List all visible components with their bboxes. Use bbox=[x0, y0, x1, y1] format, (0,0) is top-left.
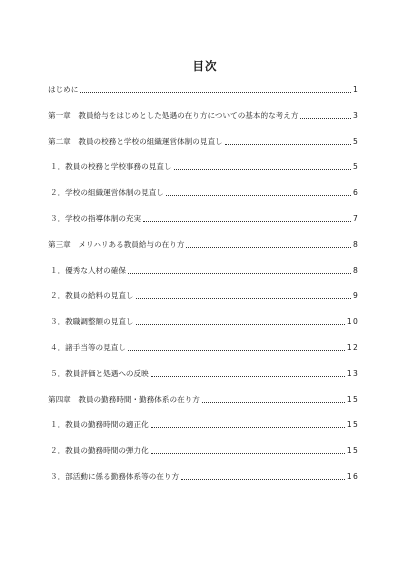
dot-leader bbox=[202, 401, 345, 403]
toc-entry bbox=[48, 419, 359, 431]
toc-entry bbox=[48, 213, 359, 225]
toc-entry bbox=[48, 316, 359, 328]
toc-page-number: 15 bbox=[346, 446, 359, 456]
dot-leader bbox=[151, 452, 345, 454]
toc-page-number: 12 bbox=[346, 343, 359, 352]
toc-page-number: 13 bbox=[346, 368, 359, 378]
dot-leader bbox=[181, 478, 345, 480]
toc-page-number: 8 bbox=[352, 265, 359, 275]
toc-entry bbox=[48, 110, 359, 122]
toc-page-number: 15 bbox=[346, 394, 359, 404]
toc-entry bbox=[48, 239, 359, 251]
dot-leader bbox=[225, 143, 351, 145]
toc-entry-label: はじめに bbox=[48, 85, 79, 94]
toc-entry bbox=[48, 290, 359, 302]
dot-leader bbox=[166, 194, 351, 196]
toc-entry bbox=[48, 265, 359, 277]
toc-page-number: 10 bbox=[346, 317, 359, 327]
toc-entry bbox=[48, 445, 359, 457]
dot-leader bbox=[128, 272, 351, 274]
toc-entry-label: ３．教職調整額の見直し bbox=[50, 317, 134, 327]
toc-entry bbox=[48, 84, 359, 96]
dot-leader bbox=[151, 426, 345, 428]
dot-leader bbox=[151, 375, 345, 377]
toc-page-number: 5 bbox=[352, 136, 359, 146]
dot-leader bbox=[186, 246, 350, 248]
toc-page-number: 7 bbox=[352, 214, 359, 223]
toc-page-number: 16 bbox=[346, 472, 359, 481]
dot-leader bbox=[143, 220, 351, 222]
toc-page-number: 15 bbox=[346, 420, 359, 430]
dot-leader bbox=[80, 91, 351, 93]
toc-entry bbox=[48, 161, 359, 173]
toc-page-number: 1 bbox=[352, 85, 359, 94]
dot-leader bbox=[136, 297, 351, 299]
toc-entry bbox=[48, 187, 359, 199]
toc-entry-label: １．優秀な人材の確保 bbox=[50, 265, 126, 275]
toc-entry-label: １．教員の校務と学校事務の見直し bbox=[50, 162, 172, 172]
toc-entry-label: １．教員の勤務時間の適正化 bbox=[50, 420, 149, 430]
toc-entry-label: ２．教員の給料の見直し bbox=[50, 291, 134, 301]
toc-entry-label: 第一章 教員給与をはじめとした処遇の在り方についての基本的な考え方 bbox=[48, 110, 299, 120]
dot-leader bbox=[300, 117, 351, 119]
toc-page-number: 9 bbox=[352, 291, 359, 301]
toc-page-number: 5 bbox=[352, 162, 359, 172]
toc-entry bbox=[48, 342, 359, 354]
toc-entry-label: ５．教員評価と処遇への反映 bbox=[50, 368, 149, 378]
toc-page-number: 8 bbox=[352, 239, 359, 249]
toc-entry bbox=[48, 394, 359, 406]
toc-entry-label: 第四章 教員の勤務時間・勤務体系の在り方 bbox=[48, 394, 200, 404]
toc-entry bbox=[48, 136, 359, 148]
dot-leader bbox=[136, 323, 345, 325]
dot-leader bbox=[128, 349, 345, 351]
toc-page-number: 6 bbox=[352, 188, 359, 198]
toc-entry-label: 第三章 メリハリある教員給与の在り方 bbox=[48, 239, 185, 249]
toc-title: 目次 bbox=[192, 59, 218, 73]
toc-entry-label: ２．学校の組織運営体制の見直し bbox=[50, 188, 164, 198]
dot-leader bbox=[174, 168, 351, 170]
toc-entry-label: ３．学校の指導体制の充実 bbox=[50, 214, 142, 223]
toc-entry-label: 第二章 教員の校務と学校の組織運営体制の見直し bbox=[48, 136, 223, 146]
toc-entry bbox=[48, 368, 359, 380]
toc-entry-label: ２．教員の勤務時間の弾力化 bbox=[50, 446, 149, 456]
toc-entry bbox=[48, 471, 359, 483]
toc-entry-label: ４．諸手当等の見直し bbox=[50, 343, 126, 352]
toc-entry-label: ３．部活動に係る勤務体系等の在り方 bbox=[50, 472, 180, 481]
toc-page-number: 3 bbox=[352, 110, 359, 120]
